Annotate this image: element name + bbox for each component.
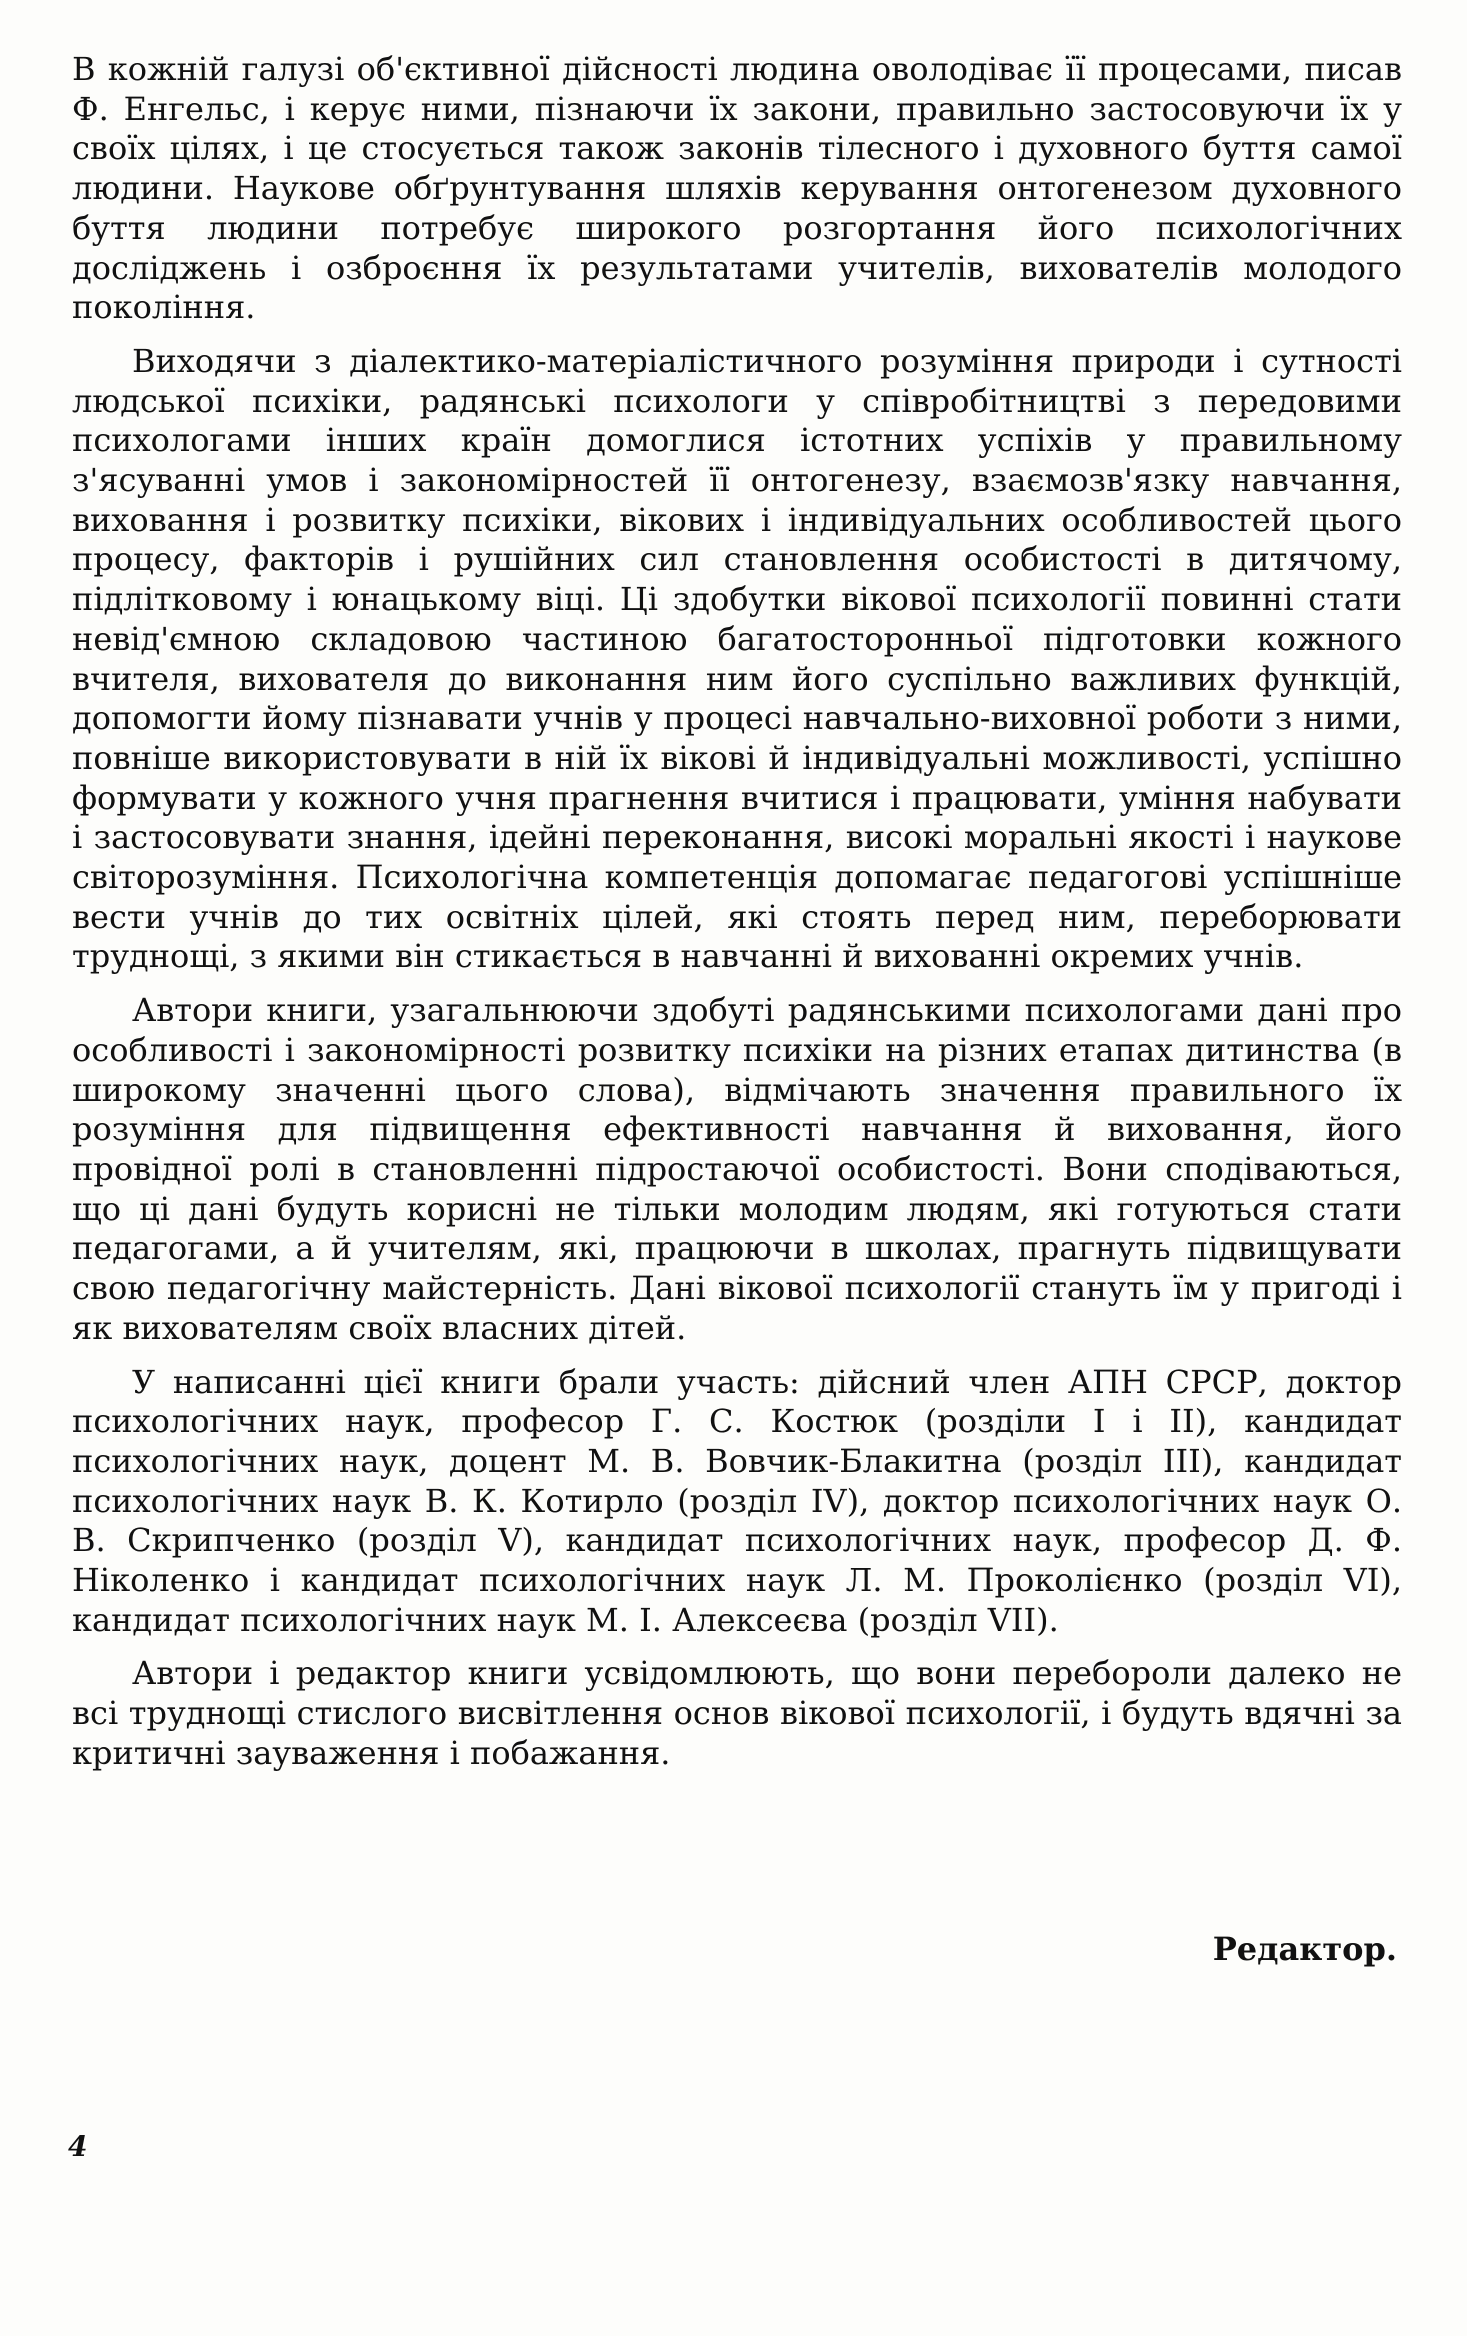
- paragraph-3: Автори книги, узагальнюючи здобуті радянськими психологами дані про особливості і закономірності розвитку психіки на різних етапах дитинства (в широкому значенні цього слова), відмічають значення правильного їх розуміння для підвищення ефективності навчання й виховання, його провідної ролі в становленні підростаючої особистості. Вони сподіваються, що ці дані будуть корисні не тільки молодим людям, які готуються стати педагогами, а й учителям, які, працюючи в школах, прагнуть підвищувати свою педагогічну майстерність. Дані вікової психології стануть їм у пригоді і як вихователям своїх власних дітей.: [72, 991, 1402, 1347]
- paragraph-2: Виходячи з діалектико-матеріалістичного розуміння природи і сутності людської психіки, радянські психологи у співробітництві з передовими психологами інших країн домоглися істотних успіхів у правильному з'ясуванні умов і закономірностей її онтогенезу, взаємозв'язку навчання, виховання і розвитку психіки, вікових і індивідуальних особливостей цього процесу, факторів і рушійних сил становлення особистості в дитячому, підлітковому і юнацькому віці. Ці здобутки вікової психології повинні стати невід'ємною складовою частиною багатосторонньої підготовки кожного вчителя, вихователя до виконання ним його суспільно важливих функцій, допомогти йому пізнавати учнів у процесі навчально-виховної роботи з ними, повніше використовувати в ній їх вікові й індивідуальні можливості, успішно формувати у кожного учня прагнення вчитися і працювати, уміння набувати і застосовувати знання, ідейні переконання, високі моральні якості і наукове світорозуміння. Психологічна компетенція допомагає педагогові успішніше вести учнів до тих освітніх цілей, які стоять перед ним, переборювати труднощі, з якими він стикається в навчанні й вихованні окремих учнів.: [72, 341, 1402, 976]
- paragraph-5: Автори і редактор книги усвідомлюють, що вони перебороли далеко не всі труднощі стислого висвітлення основ вікової психології, і будуть вдячні за критичні зауваження і побажання.: [72, 1654, 1402, 1772]
- editor-signature: Редактор.: [1212, 1930, 1397, 1968]
- main-text: [72, 50, 1402, 1788]
- paragraph-4: У написанні цієї книги брали участь: дійсний член АПН СРСР, доктор психологічних наук, професор Г. С. Костюк (розділи I і II), кандидат психологічних наук, доцент М. В. Вовчик-Блакитна (розділ III), кандидат психологічних наук В. К. Котирло (розділ IV), доктор психологічних наук О. В. Скрипченко (розділ V), кандидат психологічних наук, професор Д. Ф. Ніколенко і кандидат психологічних наук Л. М. Проколієнко (розділ VI), кандидат психологічних наук М. І. Алексеєва (розділ VII).: [72, 1362, 1402, 1639]
- paragraph-1: В кожній галузі об'єктивної дійсності людина оволодіває її процесами, писав Ф. Енгельс, і керує ними, пізнаючи їх закони, правильно застосовуючи їх у своїх цілях, і це стосується також законів тілесного і духовного буття самої людини. Наукове обґрунтування шляхів керування онтогенезом духовного буття людини потребує широкого розгортання його психологічних досліджень і озброєння їх результатами учителів, вихователів молодого покоління.: [72, 50, 1402, 327]
- page-number: 4: [68, 2130, 88, 2163]
